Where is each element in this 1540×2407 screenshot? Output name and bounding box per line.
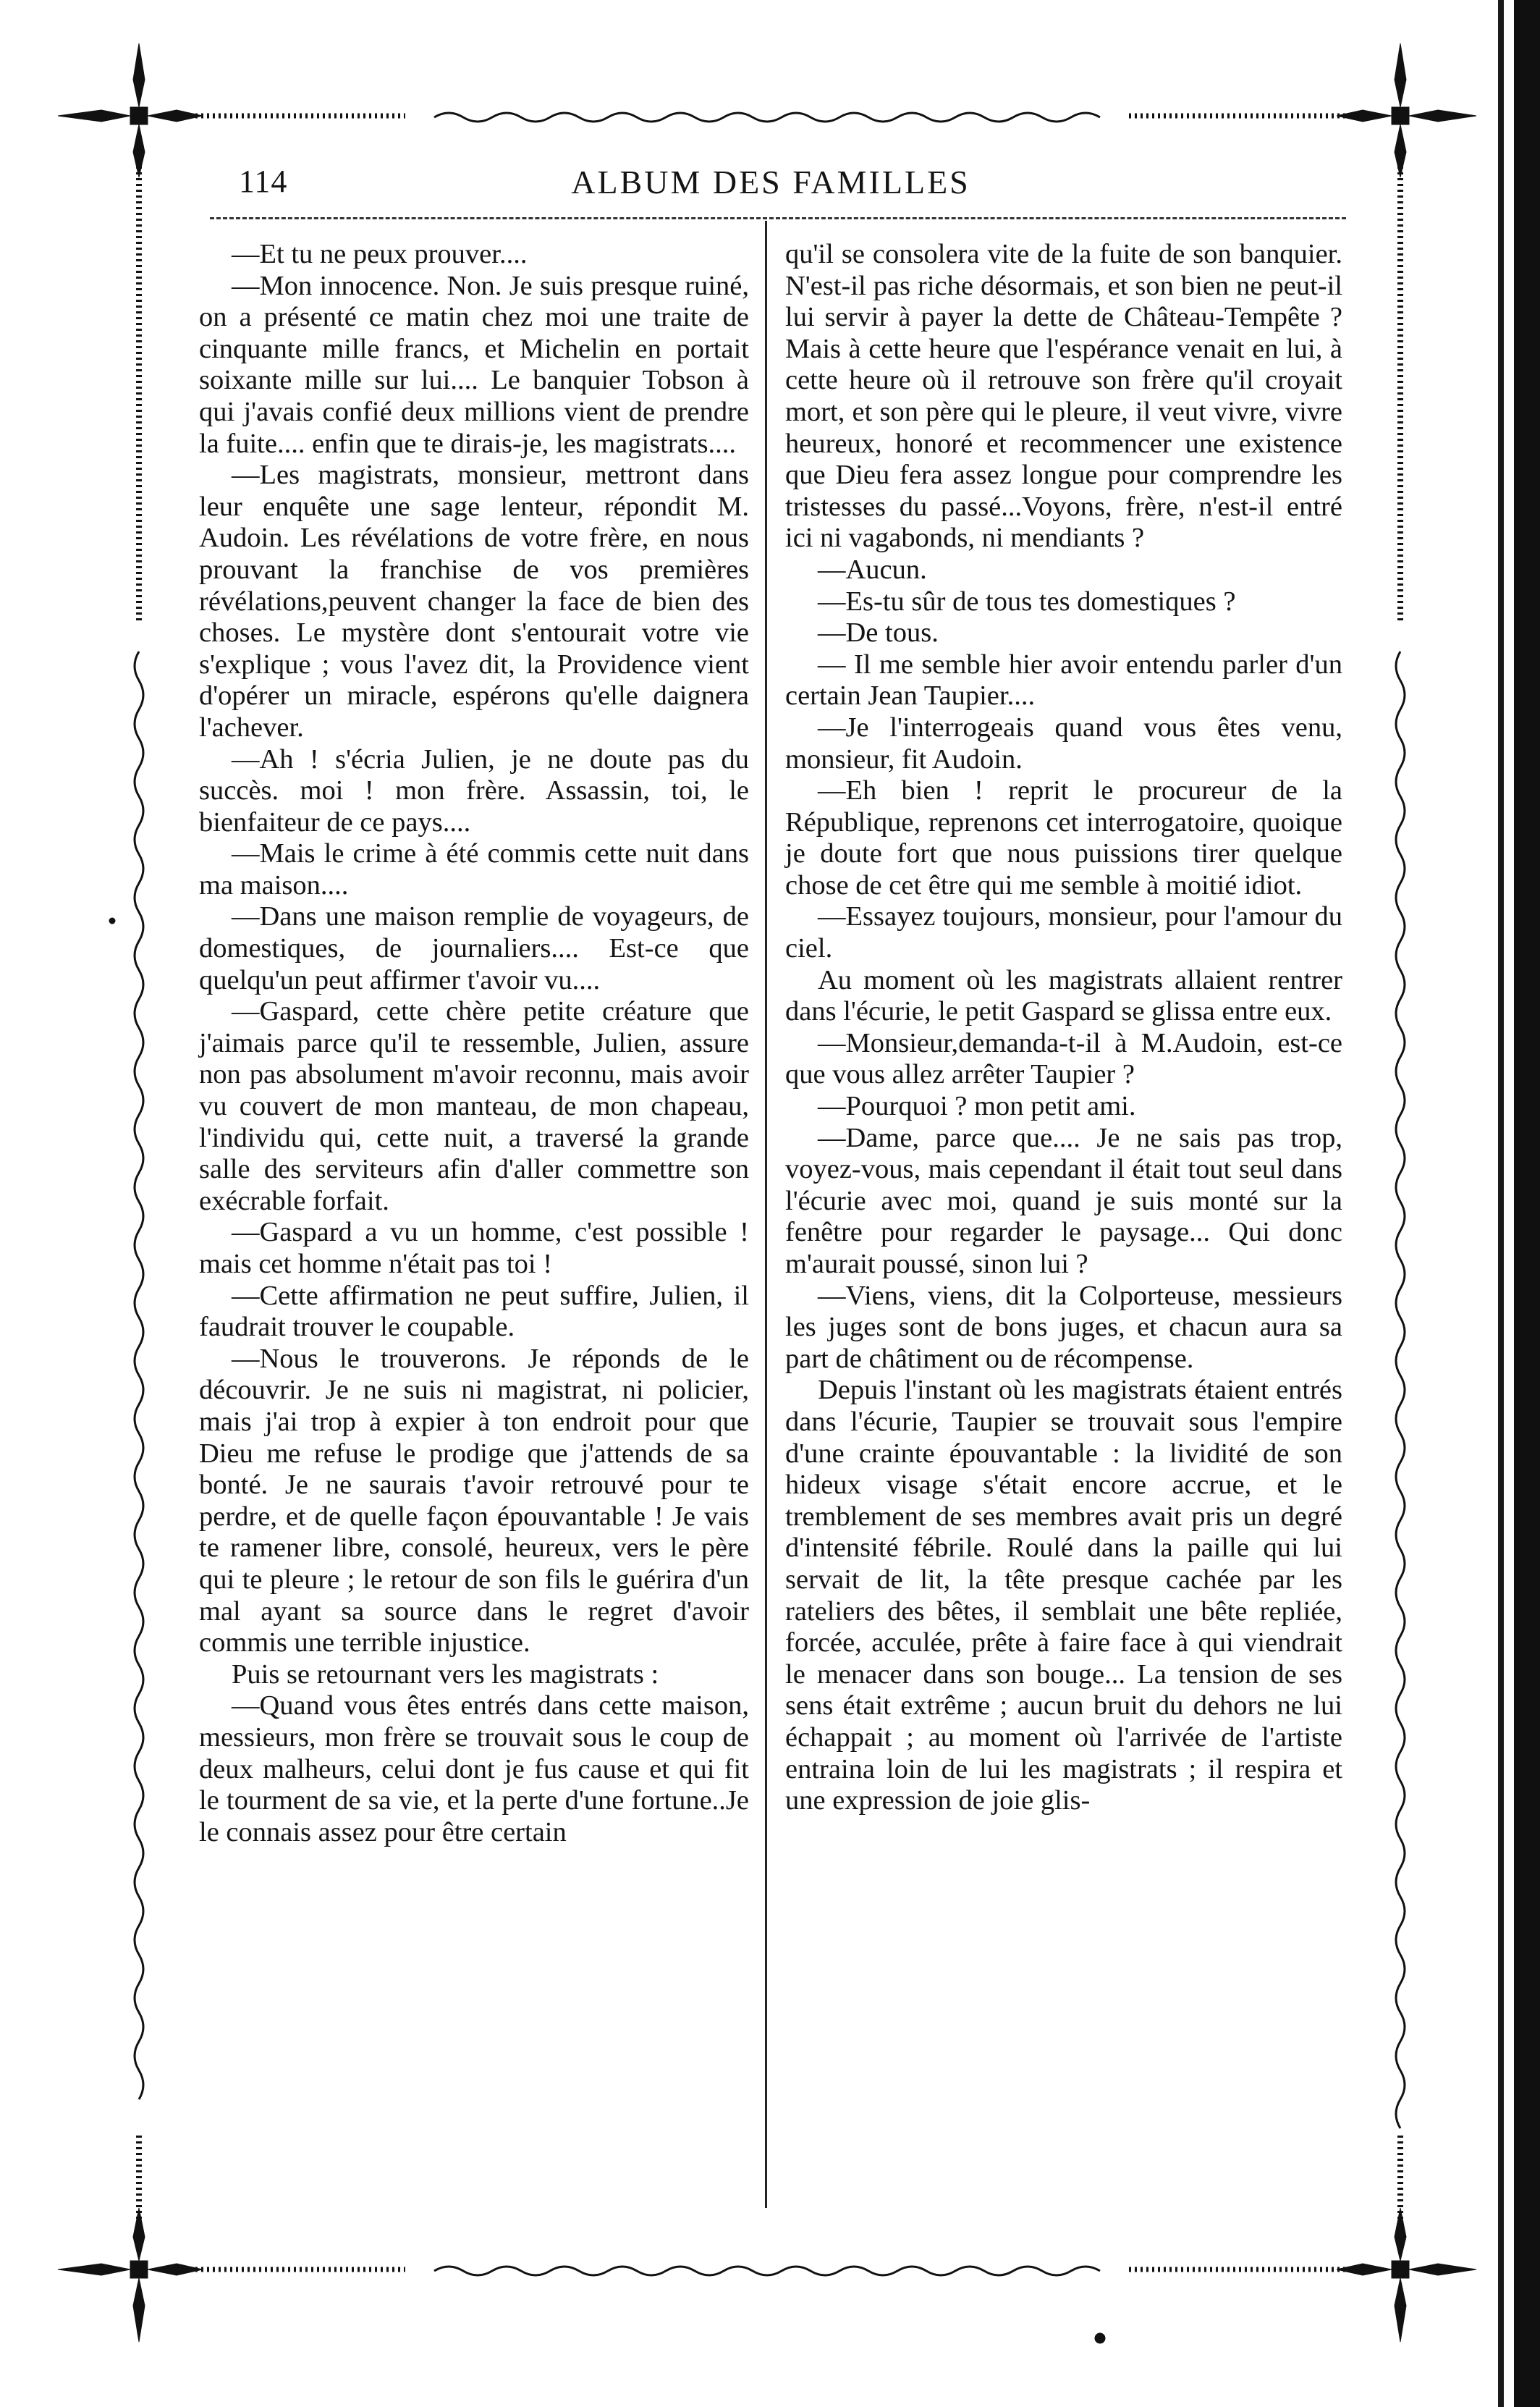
paragraph: —Les magistrats, monsieur, mettront dans leur enquête une sage lenteur, répondit M. Audoin. Les révélations de votre frère, en nous prouvant la franchise de vos premières révélations,peuvent changer la face de bien des choses. Le mystère dont s'entourait votre vie s'explique ; vous l'avez dit, la Providence vient d'opérer un miracle, espérons qu'elle daignera l'achever. xyxy=(199,460,749,743)
paragraph: —De tous. xyxy=(818,617,939,649)
paragraph: —Gaspard a vu un homme, c'est possible ! mais cet homme n'était pas toi ! xyxy=(199,1217,749,1279)
paragraph: qu'il se consolera vite de la fuite de son banquier. N'est-il pas riche désormais, et son bien ne peut-il lui servir à payer la dette de Château-Tempête ? Mais à cette heure que l'espérance venait en lui, à cette heure où il retrouve son frère qu'il croyait mort, et son père qui le pleure, il veut vivre, vivre heureux, honoré et recommencer une existence que Dieu fera assez longue pour comprendre les tristesses du passé...Voyons, frère, n'est-il entré ici ni vagabonds, ni mendiants ? xyxy=(785,239,1342,554)
paragraph: —Et tu ne peux prouver.... xyxy=(232,239,528,269)
paragraph: —Mais le crime à été commis cette nuit dans ma maison.... xyxy=(199,838,749,901)
paragraph: —Viens, viens, dit la Colporteuse, messieurs les juges sont de bons juges, et chacun aura sa part de châtiment ou de récompense. xyxy=(785,1280,1342,1374)
paragraph: Puis se retournant vers les magistrats : xyxy=(232,1658,659,1690)
binding-edge-line xyxy=(1498,0,1504,2407)
paragraph: —Je l'interrogeais quand vous êtes venu, monsieur, fit Audoin. xyxy=(785,712,1342,775)
paragraph: — Il me semble hier avoir entendu parler d'un certain Jean Taupier.... xyxy=(785,649,1342,712)
paragraph: —Cette affirmation ne peut suffire, Julien, il faudrait trouver le coupable. xyxy=(199,1280,749,1343)
paragraph: —Es-tu sûr de tous tes domestiques ? xyxy=(818,586,1236,617)
paragraph: —Ah ! s'écria Julien, je ne doute pas du succès. moi ! mon frère. Assassin, toi, le bienfaiteur de ce pays.... xyxy=(199,743,749,838)
paragraph: Au moment où les magistrats allaient rentrer dans l'écurie, le petit Gaspard se glissa entre eux. xyxy=(785,964,1342,1027)
paragraph: —Eh bien ! reprit le procureur de la République, reprenons cet interrogatoire, quoique je doute fort que nous puissions tirer quelque chose de cet être qui me semble à moitié idiot. xyxy=(785,775,1342,901)
paragraph: Depuis l'instant où les magistrats étaient entrés dans l'écurie, Taupier se trouvait sous l'empire d'une crainte épouvantable : la lividité de son hideux visage s'était encore accrue, et le tremblement de ses membres avait pris un degré d'intensité fébrile. Roulé dans la paille qui lui servait de lit, la tête presque cachée par les rateliers des bêtes, il semblait une bête repliée, forcée, acculée, prête à faire face à qui viendrait le menacer dans son bouge... La tension de ses sens était extrême ; aucun bruit du dehors ne lui échappait ; au moment où l'arrivée de l'artiste entraina loin de lui les magistrats ; il respira et une expression de joie glis- xyxy=(785,1375,1342,1816)
paragraph: —Essayez toujours, monsieur, pour l'amour du ciel. xyxy=(785,901,1342,964)
paragraph: —Aucun. xyxy=(818,554,927,585)
paragraph: —Nous le trouverons. Je réponds de le découvrir. Je ne suis ni magistrat, ni policier, mais j'ai trop à expier à ton endroit pour que Dieu me refuse le prodige que j'attends de sa bonté. Je ne saurais t'avoir retrouvé pour te perdre, et de quelle façon épouvantable ! Je vais te ramener libre, consolé, heureux, vers le père qui te pleure ; le retour de son fils le guérira d'un mal ayant sa source dans le regret d'avoir commis une terrible injustice. xyxy=(199,1343,749,1658)
left-column xyxy=(199,239,749,1848)
page-header xyxy=(195,163,1346,206)
paragraph: —Quand vous êtes entrés dans cette maison, messieurs, mon frère se trouvait sous le coup de deux malheurs, celui dont je fus cause et qui fit le tourment de sa vie, et la perte d'une fortune..Je le connais assez pour être certain xyxy=(199,1690,749,1847)
header-rule xyxy=(210,217,1346,219)
paragraph: —Pourquoi ? mon petit ami. xyxy=(818,1091,1136,1122)
paragraph: —Dans une maison remplie de voyageurs, de domestiques, de journaliers.... Est-ce que quelqu'un peut affirmer t'avoir vu.... xyxy=(199,901,749,995)
binding-edge xyxy=(1514,0,1540,2407)
running-title: ALBUM DES FAMILLES xyxy=(571,164,970,201)
column-divider xyxy=(765,221,767,2208)
page-number: 114 xyxy=(239,164,288,199)
paragraph: —Dame, parce que.... Je ne sais pas trop, voyez-vous, mais cependant il était tout seul dans l'écurie avec moi, quand je suis monté sur la fenêtre pour regarder le paysage... Qui donc m'aurait poussé, sinon lui ? xyxy=(785,1122,1342,1279)
paragraph: —Mon innocence. Non. Je suis presque ruiné, on a présenté ce matin chez moi une traite de cinquante mille francs, et Michelin en portait soixante mille sur lui.... Le banquier Tobson à qui j'avais confié deux millions vient de prendre la fuite.... enfin que te dirais-je, les magistrats.... xyxy=(199,270,749,459)
paragraph: —Gaspard, cette chère petite créature que j'aimais parce qu'il te ressemble, Julien, assure non pas absolument m'avoir reconnu, mais avoir vu couvert de mon manteau, de mon chapeau, l'individu qui, cette nuit, a traversé la grande salle des serviteurs afin d'aller commettre son exécrable forfait. xyxy=(199,996,749,1216)
paragraph: —Monsieur,demanda-t-il à M.Audoin, est-ce que vous allez arrêter Taupier ? xyxy=(785,1027,1342,1090)
right-column xyxy=(785,239,1342,1817)
